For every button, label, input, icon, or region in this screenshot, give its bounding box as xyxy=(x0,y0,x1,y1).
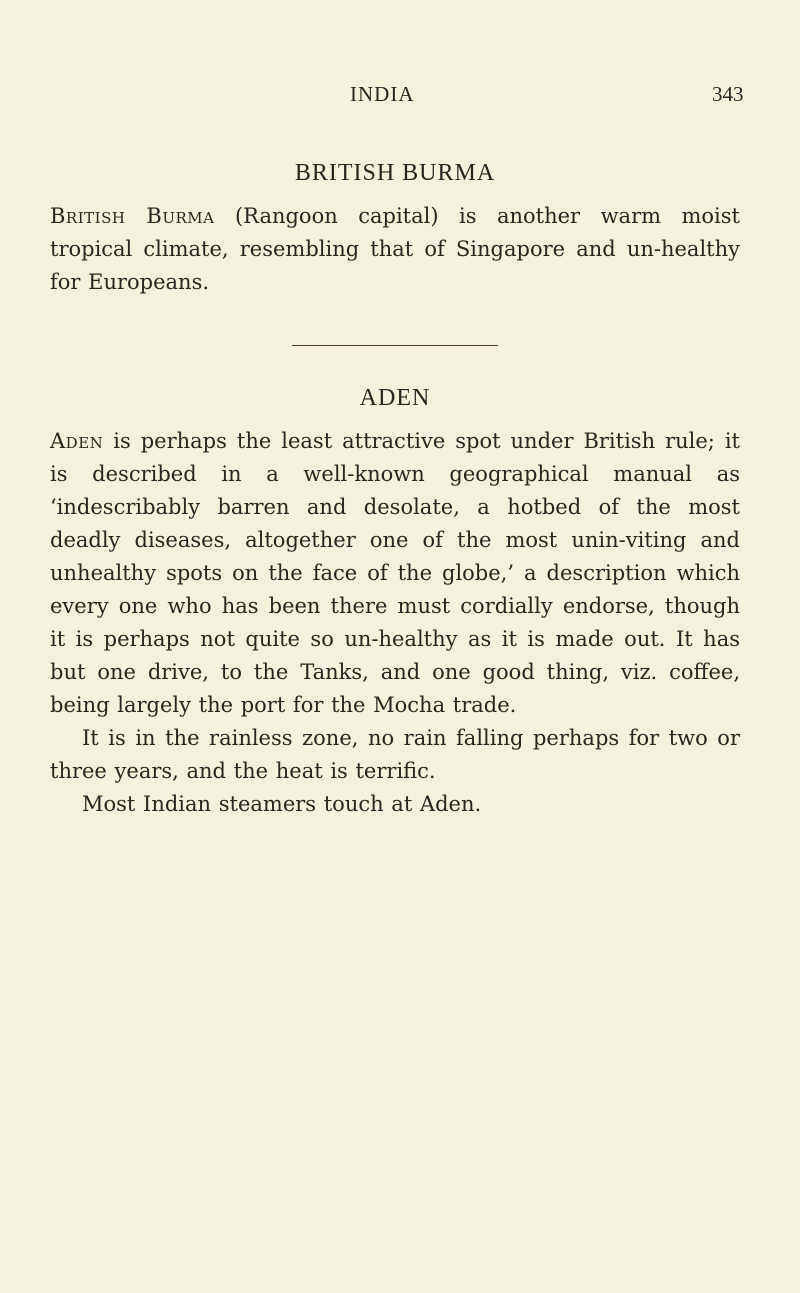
section-aden xyxy=(50,385,740,821)
running-header xyxy=(0,82,800,112)
paragraph-aden-3: Most Indian steamers touch at Aden. xyxy=(82,792,482,816)
paragraph-british-burma xyxy=(50,200,740,299)
paragraph-aden-1 xyxy=(50,425,740,722)
paragraph-aden-2: It is in the rainless zone, no rain falling perhaps for two or three years, and the heat is terrific. xyxy=(50,726,740,783)
lead-aden: Aden xyxy=(50,429,104,453)
section-title-british-burma: BRITISH BURMA xyxy=(294,160,496,186)
section-title-aden: ADEN xyxy=(359,385,431,411)
body-british-burma: (Rangoon capital) is another warm moist tropical climate, resembling that of Singapore and un-healthy for Europeans. xyxy=(50,204,740,294)
page-content xyxy=(50,160,740,821)
body-aden-1: is perhaps the least attractive spot under British rule; it is described in a well-known geographical manual as ‘indescribably barren and desolate, a hotbed of the most deadly diseases, altogether one of the most unin-viting and unhealthy spots on the face of the globe,’ a description which every one who has been there must cordially endorse, though it is perhaps not quite so un-healthy as it is made out. It has but one drive, to the Tanks, and one good thing, viz. coffee, being largely the port for the Mocha trade. xyxy=(50,429,740,717)
page-number: 343 xyxy=(712,82,744,106)
running-title: INDIA xyxy=(350,82,415,106)
section-divider xyxy=(292,345,498,346)
section-british-burma xyxy=(50,160,740,299)
lead-british-burma: British Burma xyxy=(50,204,215,228)
